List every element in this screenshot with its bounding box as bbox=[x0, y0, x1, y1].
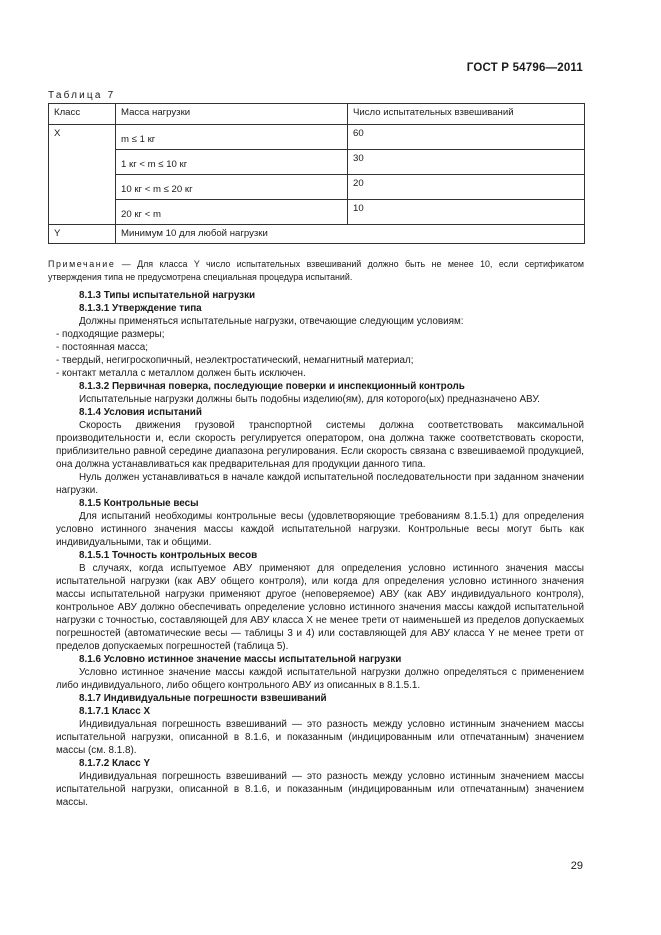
page-number: 29 bbox=[570, 860, 583, 872]
section-heading: 8.1.3.2 Первичная поверка, последующие поверки и инспекционный контроль bbox=[79, 381, 465, 392]
mass-cell: 20 кг < m bbox=[116, 200, 348, 225]
count-cell: 30 bbox=[348, 150, 585, 175]
section-heading: 8.1.3 Типы испытательной нагрузки bbox=[79, 290, 256, 301]
header-class: Класс bbox=[49, 104, 116, 125]
mass-cell: m ≤ 1 кг bbox=[116, 125, 348, 150]
section-heading: 8.1.3.1 Утверждение типа bbox=[79, 303, 202, 314]
list-item: - твердый, негигроскопичный, неэлектростатический, немагнитный материал; bbox=[56, 355, 414, 366]
count-cell: 10 bbox=[348, 200, 585, 225]
table-row bbox=[49, 125, 585, 150]
paragraph: В случаях, когда испытуемое АВУ применяют для определения условно истинного значения массы испытательной нагрузки (как АВУ общего контроля), или когда для определения условно истинного значения массы испытательной нагрузки применяют другое (неповеряемое) АВУ (как АВУ индивидуального контроля), контрольное АВУ должно обеспечивать определение условно истинного значения массы каждой испытательной нагрузки с точностью, составляющей для АВУ класса X не менее трети от наименьшей из пределов допускаемых погрешностей (автоматические весы — таблицы 3 и 4) или составляющей для АВУ класса Y не менее трети от пределов допускаемых погрешностей (таблица 5). bbox=[56, 563, 584, 652]
count-cell: 60 bbox=[348, 125, 585, 150]
header-mass: Масса нагрузки bbox=[116, 104, 348, 125]
table-row bbox=[49, 175, 585, 200]
paragraph: Должны применяться испытательные нагрузки, отвечающие следующим условиям: bbox=[79, 316, 464, 327]
mass-cell: 1 кг < m ≤ 10 кг bbox=[116, 150, 348, 175]
section-heading: 8.1.5.1 Точность контрольных весов bbox=[79, 550, 258, 561]
table-header-row bbox=[49, 104, 585, 125]
mass-cell: 10 кг < m ≤ 20 кг bbox=[116, 175, 348, 200]
note-text: — Для класса Y число испытательных взвешиваний должно быть не менее 10, если сертификатом утверждения типа не предусмотрена специальная процедура испытаний. bbox=[48, 259, 584, 282]
table-note bbox=[48, 258, 584, 284]
section-heading: 8.1.5 Контрольные весы bbox=[79, 498, 199, 509]
table-row bbox=[49, 150, 585, 175]
header-count: Число испытательных взвешиваний bbox=[348, 104, 585, 125]
list-item: - контакт металла с металлом должен быть исключен. bbox=[56, 368, 306, 379]
paragraph: Для испытаний необходимы контрольные весы (удовлетворяющие требованиям 8.1.5.1) для определения условно истинного значения массы каждой испытательной нагрузки. Контрольные весы могут быть как индивидуальными, так и общими. bbox=[56, 511, 584, 548]
paragraph: Индивидуальная погрешность взвешиваний — это разность между условно истинным значением массы испытательной нагрузки, описанной в 8.1.6, и показанным (индицированным или отпечатанным) значением массы. bbox=[56, 771, 584, 808]
section-heading: 8.1.7.2 Класс Y bbox=[79, 758, 151, 769]
class-x-cell: X bbox=[49, 125, 116, 225]
y-row-cell: Минимум 10 для любой нагрузки bbox=[116, 225, 585, 244]
table-7 bbox=[48, 103, 585, 244]
section-heading: 8.1.6 Условно истинное значение массы испытательной нагрузки bbox=[79, 654, 402, 665]
list-item: - постоянная масса; bbox=[56, 342, 148, 353]
table-row bbox=[49, 225, 585, 244]
section-heading: 8.1.4 Условия испытаний bbox=[79, 407, 202, 418]
section-heading: 8.1.7.1 Класс X bbox=[79, 706, 151, 717]
paragraph: Испытательные нагрузки должны быть подобны изделию(ям), для которого(ых) предназначено АВУ. bbox=[79, 394, 541, 405]
paragraph: Условно истинное значение массы каждой испытательной нагрузки должно определяться с применением либо индивидуального, либо общего контрольного АВУ из описанных в 8.1.5.1. bbox=[56, 667, 584, 691]
class-y-cell: Y bbox=[49, 225, 116, 244]
document-body bbox=[56, 289, 584, 809]
table-caption: Таблица 7 bbox=[48, 90, 116, 101]
document-id: ГОСТ Р 54796—2011 bbox=[466, 62, 583, 74]
paragraph: Индивидуальная погрешность взвешиваний — это разность между условно истинным значением массы испытательной нагрузки, описанной в 8.1.6, и показанным (индицированным или отпечатанным) значением массы (см. 8.1.8). bbox=[56, 719, 584, 756]
list-item: - подходящие размеры; bbox=[56, 329, 165, 340]
note-label: Примечание bbox=[48, 259, 116, 269]
paragraph: Нуль должен устанавливаться в начале каждой испытательной последовательности при заданном значении нагрузки. bbox=[56, 472, 584, 496]
section-heading: 8.1.7 Индивидуальные погрешности взвешиваний bbox=[79, 693, 327, 704]
paragraph: Скорость движения грузовой транспортной системы должна соответствовать максимальной производительности и, если скорость регулируется оператором, она должна также соответствовать скорости, приблизительно равной середине диапазона регулирования. Если скорость связана с взвешиваемой продукцией, она должна устанавливаться как предварительная для продукции данного типа. bbox=[56, 420, 584, 470]
count-cell: 20 bbox=[348, 175, 585, 200]
table-row bbox=[49, 200, 585, 225]
